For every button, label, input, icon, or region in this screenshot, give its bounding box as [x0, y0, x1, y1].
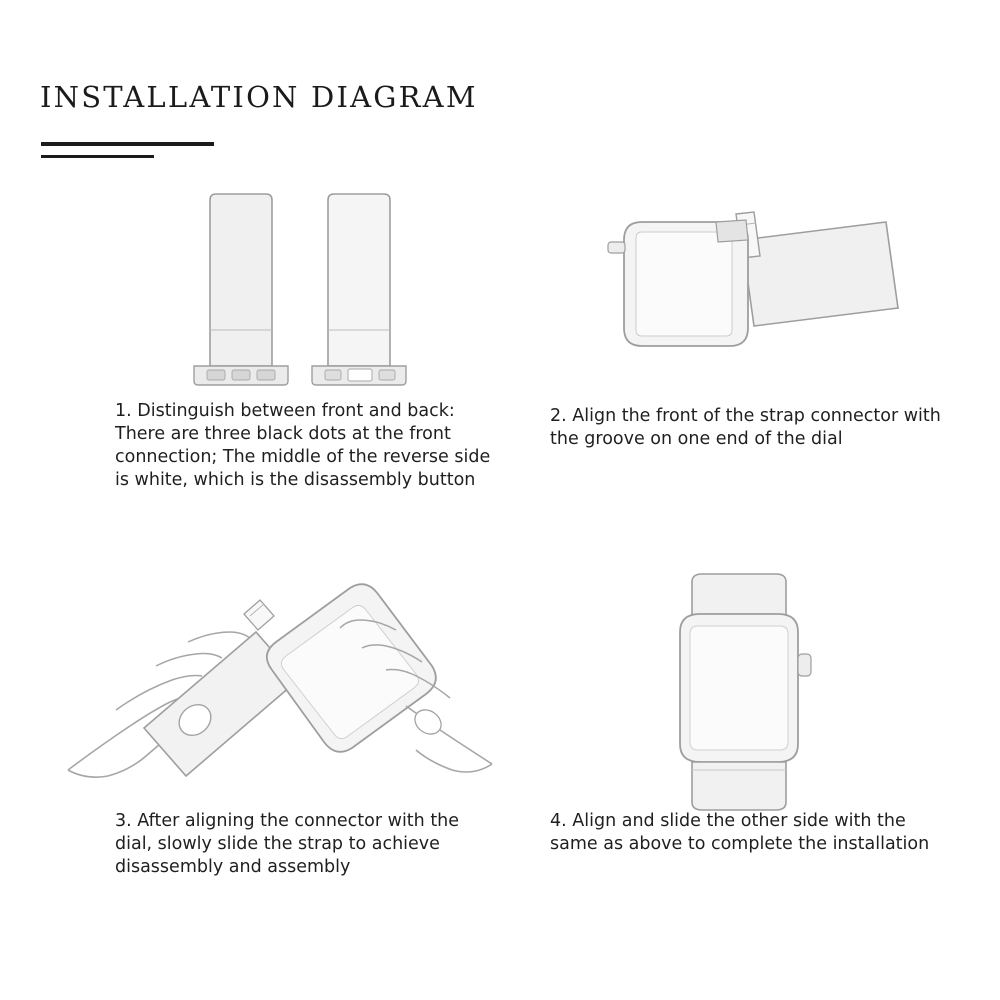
- step-2: [520, 180, 960, 540]
- step-1-caption: 1. Distinguish between front and back: There are three black dots at the front connection; The middle of the reverse side is white, which is the disassembly button: [115, 401, 491, 491]
- page-title: INSTALLATION DIAGRAM: [40, 80, 478, 114]
- title-block: [40, 80, 640, 114]
- title-underline-long: [41, 142, 214, 146]
- two-strap-ends-front-and-back-illustration: [60, 180, 500, 410]
- step-4: [520, 570, 960, 910]
- title-underline-short: [41, 155, 154, 158]
- assembled-watch-with-both-straps-illustration: [520, 570, 960, 820]
- step-3-caption: 3. After aligning the connector with the dial, slowly slide the strap to achieve disassembly and assembly: [115, 811, 460, 878]
- step-4-caption: 4. Align and slide the other side with the same as above to complete the installation: [550, 811, 930, 855]
- step-2-caption: 2. Align the front of the strap connector with the groove on one end of the dial: [550, 406, 941, 450]
- hands-sliding-strap-into-dial-illustration: [60, 570, 500, 820]
- watch-case-with-strap-connector-illustration: [520, 180, 960, 410]
- step-3: [60, 570, 500, 910]
- step-1: [60, 180, 500, 540]
